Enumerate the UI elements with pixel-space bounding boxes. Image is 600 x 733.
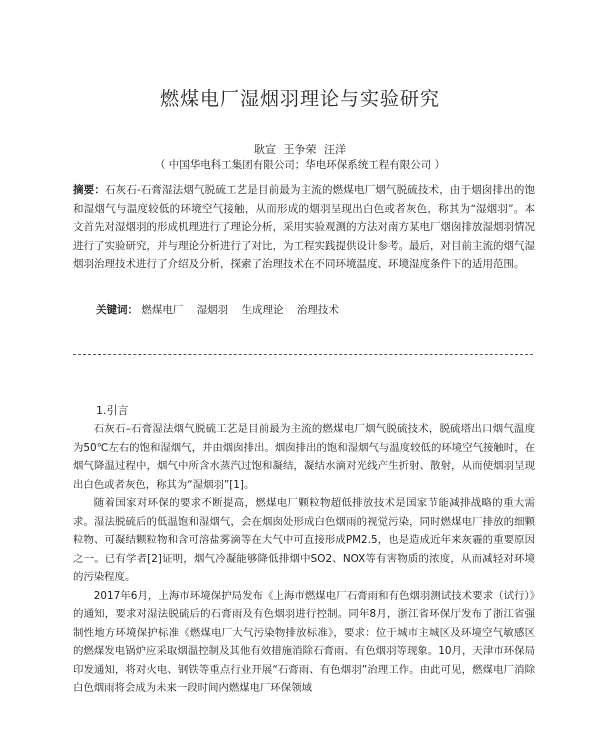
- keyword: 燃煤电厂: [141, 304, 184, 316]
- abstract-text: 石灰石-石膏湿法烟气脱硫工艺是目前最为主流的燃煤电厂烟气脱硫技术，由于烟囱排出的饱和湿烟气与温度较低的环境空气接触，从而形成的烟羽呈现出白色或者灰色，称其为“湿烟羽”。本文首先对湿烟羽的形成机理进行了理论分析，采用实验观测的方法对南方某电厂烟囱排放湿烟羽情况进行了实验研究，并与理论分析进行了对比，为工程实践提供设计参考。最后，对目前主流的烟气湿烟羽治理技术进行了介绍及分析，探索了治理技术在不同环境温度、环境湿度条件下的适用范围。: [73, 184, 536, 270]
- paragraph: 石灰石–石膏湿法烟气脱硫工艺是目前最为主流的燃煤电厂烟气脱硫技术，脱硫塔出口烟气温度为50℃左右的饱和湿烟气，并由烟囱排出。烟囱排出的饱和湿烟气与温度较低的环境空气接触时，在烟气降温过程中，烟气中所含水蒸汽过饱和凝结，凝结水滴对光线产生折射、散射，从而使烟羽呈现出白色或者灰色，称其为“湿烟羽”[1]。: [73, 423, 535, 491]
- keywords-label: 关键词：: [96, 304, 138, 316]
- keyword: 治理技术: [296, 304, 339, 316]
- paragraph: 随着国家对环保的要求不断提高，燃煤电厂颗粒物超低排放技术是国家节能减排战略的重大需求。湿法脱硫后的低温饱和湿烟气，会在烟囱处形成白色烟雨的视觉污染，同时燃煤电厂排放的细颗粒物、可凝结颗粒物和含可溶盐雾滴等在大气中可直接形成PM2.5，也是造成近年来灰霾的重要原因之一。已有学者[2]证明，烟气冷凝能够降低排烟中SO2、NOX等有害物质的浓度，从而减轻对环境的污染程度。: [73, 497, 535, 583]
- paragraph: 2017年6月，上海市环境保护局发布《上海市燃煤电厂石膏雨和有色烟羽测试技术要求（试行）》的通知，要求对湿法脱硫后的石膏雨及有色烟羽进行控制。同年8月，浙江省环保厅发布了浙江省强制性地方环境保护标准《燃煤电厂大气污染物排放标准》，要求：位于城市主城区及环境空气敏感区的燃煤发电锅炉应采取烟温控制及其他有效措施消除石膏雨、有色烟羽等现象。10月，天津市环保局印发通知，将对火电、钢铁等重点行业开展“石膏雨、有色烟羽”治理工作。由此可见，燃煤电厂消除白色烟雨将会成为未来一段时间内燃煤电厂环保领域: [73, 589, 535, 694]
- paper-title: 燃煤电厂湿烟羽理论与实验研究: [159, 88, 440, 110]
- keyword: 湿烟羽: [196, 304, 229, 316]
- section-heading: 1.引言: [96, 404, 129, 417]
- author-list: 耿宣 王争荣 汪洋: [254, 143, 346, 156]
- abstract-label: 摘要：: [73, 184, 105, 196]
- keyword: 生成理论: [241, 304, 284, 316]
- affiliation: （ 中国华电科工集团有限公司；华电环保系统工程有限公司 ）: [154, 159, 446, 171]
- section-divider: [73, 354, 533, 355]
- body-text: [73, 420, 535, 698]
- abstract: [73, 181, 535, 274]
- keywords: [96, 302, 536, 317]
